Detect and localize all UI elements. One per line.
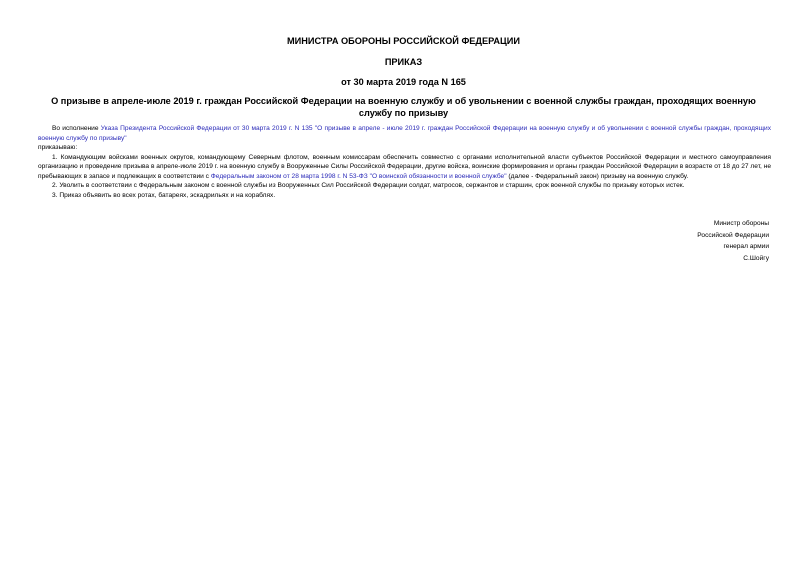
signature-position: Министр обороны: [713, 220, 769, 227]
signature-block: [697, 218, 769, 264]
presidential-decree-link[interactable]: Указа Президента Российской Федерации от 30 марта 2019 г. N 135 "О призыве в апреле - июле 2019 г. граждан Российской Федерации на военную службу и об увольнении с военной службы граждан, проходящих военную службу по призыву": [38, 125, 771, 142]
ministry-heading: МИНИСТРА ОБОРОНЫ РОССИЙСКОЙ ФЕДЕРАЦИИ: [287, 36, 520, 46]
order-word: приказываю:: [38, 144, 78, 151]
paragraph-1: [38, 153, 771, 182]
paragraph-2: 2. Уволить в соответствии с Федеральным законом с военной службы из Вооруженных Сил Российской Федерации солдат, матросов, сержантов и старшин, срок военной службы по призыву которых истек.: [52, 182, 685, 189]
signature-rank: генерал армии: [723, 243, 769, 250]
paragraph-3: 3. Приказ объявить во всех ротах, батареях, эскадрильях и на кораблях.: [52, 191, 276, 199]
document-type: ПРИКАЗ: [384, 57, 423, 67]
document-date-number: от 30 марта 2019 года N 165: [341, 77, 466, 87]
preamble-paragraph: [38, 124, 771, 143]
signature-country: Российской Федерации: [697, 231, 769, 239]
document-body: [38, 124, 771, 200]
signature-name: С.Шойгу: [743, 254, 769, 262]
paragraph-1-text: 1. Командующим войсками военных округов, командующему Северным флотом, военным комиссарам обеспечить совместно с органами исполнительной власти субъектов Российской Федерации и местного самоуправления организацию и проведение призыва в апреле-июле 2019 г. на военную службу в Вооруженные Силы Российской Федерации, другие войска, воинские формирования и органы граждан Российской Федерации в возрасте от 18 до 27 лет, не пребывающих в запасе и подлежащих в соответствии с: [38, 153, 771, 180]
preamble-text: Во исполнение: [52, 125, 101, 132]
paragraph-1-tail: (далее - Федеральный закон) призыву на военную службу.: [506, 172, 689, 180]
federal-law-link[interactable]: Федеральным законом от 28 марта 1998 г. N 53-ФЗ "О воинской обязанности и военной службе": [210, 172, 507, 180]
document-title: О призыве в апреле-июле 2019 г. граждан Российской Федерации на военную службу и об увольнении с военной службы граждан, проходящих военную службу по призыву: [51, 96, 756, 118]
